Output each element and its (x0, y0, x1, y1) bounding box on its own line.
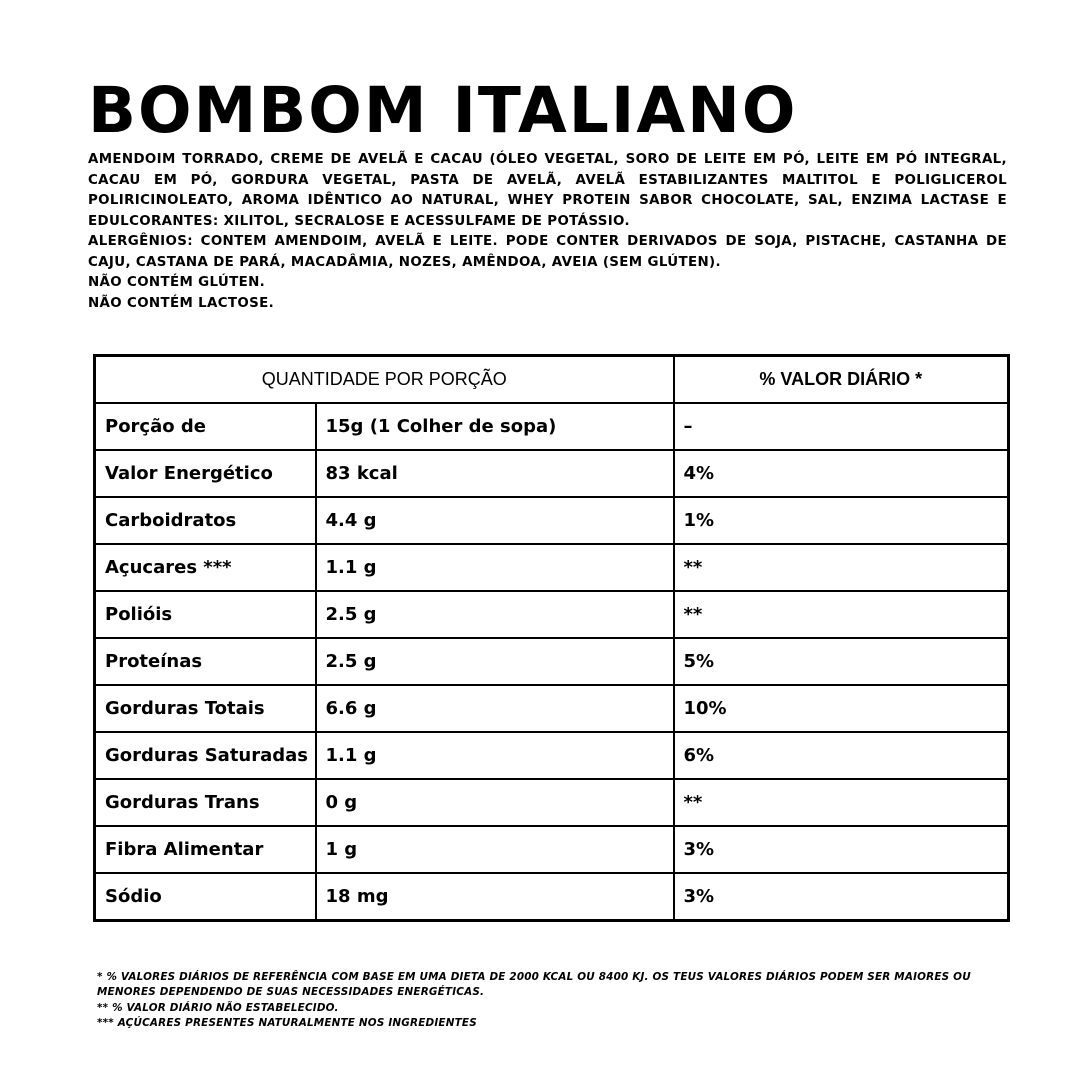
nutrient-name: Polióis (95, 591, 316, 638)
nutrient-daily-value: – (674, 403, 1009, 450)
nutrient-name: Carboidratos (95, 497, 316, 544)
nutrition-row (95, 779, 1009, 826)
gluten-free-statement: NÃO CONTÉM GLÚTEN. (88, 275, 266, 290)
nutrient-amount: 0 g (316, 779, 674, 826)
nutrition-facts-table (93, 354, 1010, 922)
nutrition-header-row (95, 356, 1009, 404)
header-quantity-per-serving: QUANTIDADE POR PORÇÃO (95, 356, 674, 404)
nutrition-row (95, 450, 1009, 497)
nutrient-name: Sódio (95, 873, 316, 921)
nutrient-name: Gorduras Saturadas (95, 732, 316, 779)
footnote-not-established: ** % VALOR DIÁRIO NÃO ESTABELECIDO. (97, 1001, 339, 1014)
allergens-statement: ALERGÊNIOS: CONTEM AMENDOIM, AVELÃ E LEITE. PODE CONTER DERIVADOS DE SOJA, PISTACHE, CASTANHA DE CAJU, CASTANA DE PARÁ, MACADÂMIA, NOZES, AMÊNDOA, AVEIA (SEM GLÚTEN). (88, 234, 1007, 270)
footnote-daily-values: * % VALORES DIÁRIOS DE REFERÊNCIA COM BASE EM UMA DIETA DE 2000 KCAL OU 8400 KJ. OS TEUS VALORES DIÁRIOS PODEM SER MAIORES OU MENORES DEPENDENDO DE SUAS NECESSIDADES ENERGÉTICAS. (97, 971, 971, 999)
nutrient-name: Porção de (95, 403, 316, 450)
nutrition-row (95, 403, 1009, 450)
nutrient-name: Fibra Alimentar (95, 826, 316, 873)
nutrient-daily-value: ** (674, 544, 1009, 591)
nutrient-amount: 18 mg (316, 873, 674, 921)
nutrient-name: Valor Energético (95, 450, 316, 497)
nutrient-amount: 6.6 g (316, 685, 674, 732)
footnotes (97, 970, 997, 1031)
ingredients-block (88, 150, 1007, 314)
lactose-free-statement: NÃO CONTÉM LACTOSE. (88, 295, 275, 311)
nutrient-daily-value: 1% (674, 497, 1009, 544)
nutrient-name: Gorduras Trans (95, 779, 316, 826)
nutrient-daily-value: 5% (674, 638, 1009, 685)
nutrient-amount: 15g (1 Colher de sopa) (316, 403, 674, 450)
nutrient-amount: 4.4 g (316, 497, 674, 544)
nutrition-row (95, 591, 1009, 638)
nutrient-name: Açucares *** (95, 544, 316, 591)
product-title: BOMBOM ITALIANO (88, 74, 798, 147)
nutrient-daily-value: ** (674, 779, 1009, 826)
nutrient-name: Gorduras Totais (95, 685, 316, 732)
nutrient-daily-value: 6% (674, 732, 1009, 779)
nutrition-row (95, 544, 1009, 591)
footnote-natural-sugars: *** AÇÚCARES PRESENTES NATURALMENTE NOS INGREDIENTES (97, 1016, 477, 1029)
nutrient-amount: 1.1 g (316, 732, 674, 779)
nutrient-daily-value: 4% (674, 450, 1009, 497)
ingredients-list: AMENDOIM TORRADO, CREME DE AVELÃ E CACAU (ÓLEO VEGETAL, SORO DE LEITE EM PÓ, LEITE EM PÓ INTEGRAL, CACAU EM PÓ, GORDURA VEGETAL, PASTA DE AVELÃ, AVELÃ ESTABILIZANTES MALTITOL E POLIGLICEROL POLIRICINOLEATO, AROMA IDÊNTICO AO NATURAL, WHEY PROTEIN SABOR CHOCOLATE, SAL, ENZIMA LACTASE E EDULCORANTES: XILITOL, SECRALOSE E ACESSULFAME DE POTÁSSIO. (88, 152, 1007, 229)
nutrition-row (95, 685, 1009, 732)
nutrition-row (95, 873, 1009, 921)
nutrition-row (95, 826, 1009, 873)
nutrient-name: Proteínas (95, 638, 316, 685)
nutrient-amount: 83 kcal (316, 450, 674, 497)
nutrient-amount: 1.1 g (316, 544, 674, 591)
nutrition-row (95, 732, 1009, 779)
nutrition-row (95, 638, 1009, 685)
nutrition-row (95, 497, 1009, 544)
nutrient-daily-value: 3% (674, 826, 1009, 873)
nutrient-amount: 2.5 g (316, 591, 674, 638)
nutrient-daily-value: ** (674, 591, 1009, 638)
nutrient-amount: 2.5 g (316, 638, 674, 685)
nutrient-amount: 1 g (316, 826, 674, 873)
header-daily-value: % VALOR DIÁRIO * (674, 356, 1009, 404)
nutrient-daily-value: 10% (674, 685, 1009, 732)
nutrient-daily-value: 3% (674, 873, 1009, 921)
nutrition-rows (95, 403, 1009, 921)
